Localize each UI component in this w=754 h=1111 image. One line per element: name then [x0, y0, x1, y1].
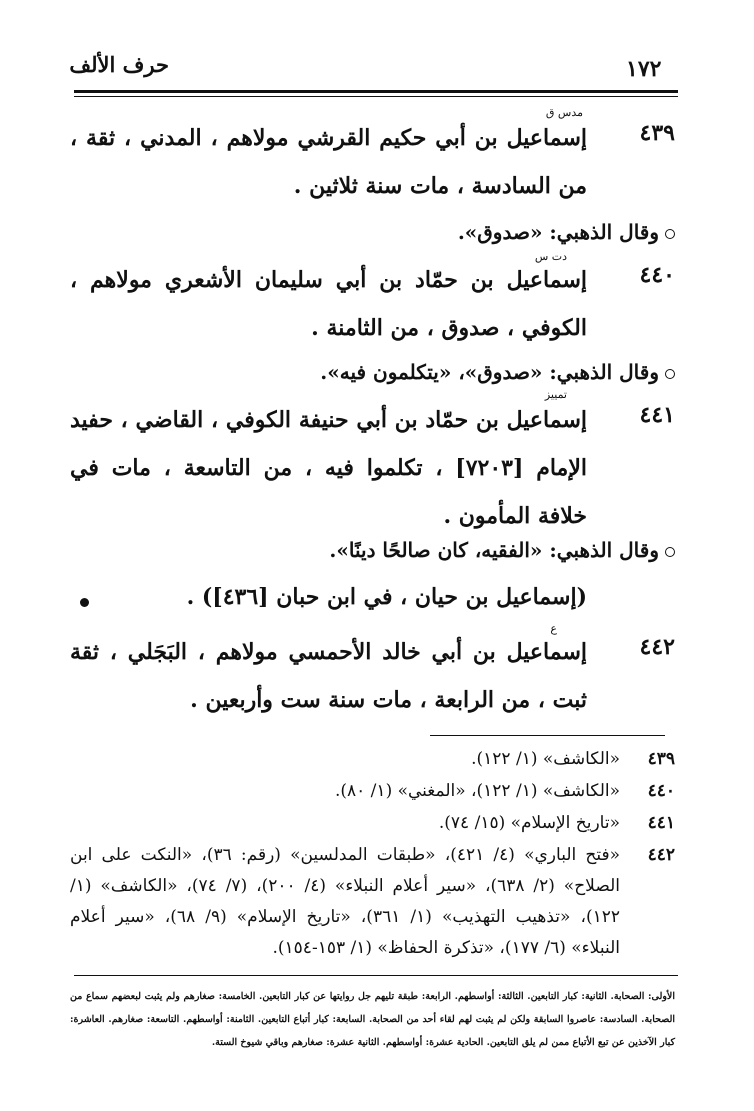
- entry-number: ٤٤٠: [639, 262, 675, 288]
- footnote-text: «الكاشف» (١/ ١٢٢)، «المغني» (١/ ٨٠).: [334, 781, 620, 801]
- header-rule-thin: [74, 96, 678, 97]
- entry-number: ٤٤١: [639, 402, 675, 428]
- entry-number: ٤٤٢: [639, 634, 675, 660]
- entry-number: ٤٣٩: [639, 120, 675, 146]
- page-number: ١٧٢: [626, 56, 662, 82]
- dhahabi-note-440: [200, 356, 675, 388]
- footnote-text: «الكاشف» (١/ ١٢٢).: [471, 749, 620, 769]
- entry-441: [70, 388, 675, 540]
- footnote-separator: [430, 735, 665, 736]
- entry-442: [70, 622, 675, 724]
- running-header-title: حرف الألف: [69, 52, 169, 77]
- footnote-number: ٤٤٢: [647, 845, 675, 865]
- cross-reference-entry: [70, 584, 675, 610]
- footnote-number: ٤٣٩: [647, 749, 675, 769]
- entry-text: إسماعيل بن أبي حكيم القرشي مولاهم ، المدني ، ثقة ، من السادسة ، مات سنة ثلاثين .: [70, 125, 587, 199]
- entry-symbols: تمييز: [544, 388, 567, 401]
- entry-symbols: مدس ق: [545, 106, 583, 119]
- header-rule-thick: [74, 90, 678, 93]
- footnote-442: [70, 840, 675, 964]
- dhahabi-text: وقال الذهبي: «صدوق»، «يتكلمون فيه».: [320, 360, 659, 384]
- dhahabi-text: وقال الذهبي: «صدوق».: [457, 220, 659, 244]
- dhahabi-note-441: [200, 534, 675, 566]
- footnote-440: [70, 776, 675, 807]
- footnote-text: «فتح الباري» (٤/ ٤٢١)، «طبقات المدلسين» (رقم: ٣٦)، «النكت على ابن الصلاح» (٢/ ٦٣٨)، «سير أعلام النبلاء» (٤/ ٢٠٠)، (٧/ ٧٤)، «الكاشف» (١/ ١٢٢)، «تذهيب التهذيب» (١/ ٣٦١)، «تاريخ الإسلام» (٩/ ٦٨)، «سير أعلام النبلاء» (٦/ ١٧٧)، «تذكرة الحفاظ» (١/ ١٥٣-١٥٤).: [70, 845, 621, 958]
- footnote-439: [70, 744, 675, 775]
- bullet-icon: [80, 598, 89, 607]
- footnote-number: ٤٤١: [647, 813, 675, 833]
- circle-marker-icon: [665, 547, 675, 557]
- footnote-441: [70, 808, 675, 839]
- cross-reference-text: (إسماعيل بن حيان ، في ابن حبان [٤٣٦]) .: [186, 584, 587, 610]
- footnote-text: «تاريخ الإسلام» (١٥/ ٧٤).: [438, 813, 620, 833]
- entry-440: [70, 250, 675, 352]
- tabaqat-legend: الأولى: الصحابة. الثانية: كبار التابعين. الثالثة: أواسطهم. الرابعة: طبقة تليهم جل روايتها عن كبار التابعين. الخامسة: صغارهم ولم يثبت لبعضهم سماع من الصحابة. السادسة: عاصروا السابقة ولكن لم يثبت لهم لقاء أحد من الصحابة. السابعة: كبار أتباع التابعين. الثامنة: أواسطهم. التاسعة: صغارهم. العاشرة: كبار الآخذين عن تبع الأتباع ممن لم يلق التابعين. الحادية عشرة: أواسطهم. الثانية عشرة: صغارهم وباقي شيوخ الستة.: [70, 991, 675, 1048]
- circle-marker-icon: [665, 369, 675, 379]
- footnote-number: ٤٤٠: [647, 781, 675, 801]
- circle-marker-icon: [665, 229, 675, 239]
- dhahabi-note-439: [200, 216, 675, 248]
- dhahabi-text: وقال الذهبي: «الفقيه، كان صالحًا دينًا».: [329, 538, 659, 562]
- entry-symbols: دت س: [534, 250, 567, 263]
- entry-text: إسماعيل بن حمّاد بن أبي حنيفة الكوفي ، القاضي ، حفيد الإمام [٧٢٠٣] ، تكلموا فيه ، من التاسعة ، مات في خلافة المأمون .: [70, 407, 587, 529]
- entry-439: [70, 106, 675, 210]
- entry-text: إسماعيل بن حمّاد بن أبي سليمان الأشعري مولاهم ، الكوفي ، صدوق ، من الثامنة .: [70, 267, 587, 341]
- entry-symbols: ع: [550, 622, 557, 635]
- legend-rule: [74, 975, 678, 976]
- entry-text: إسماعيل بن أبي خالد الأحمسي مولاهم ، البَجَلي ، ثقة ثبت ، من الرابعة ، مات سنة ست وأربعين .: [70, 639, 587, 713]
